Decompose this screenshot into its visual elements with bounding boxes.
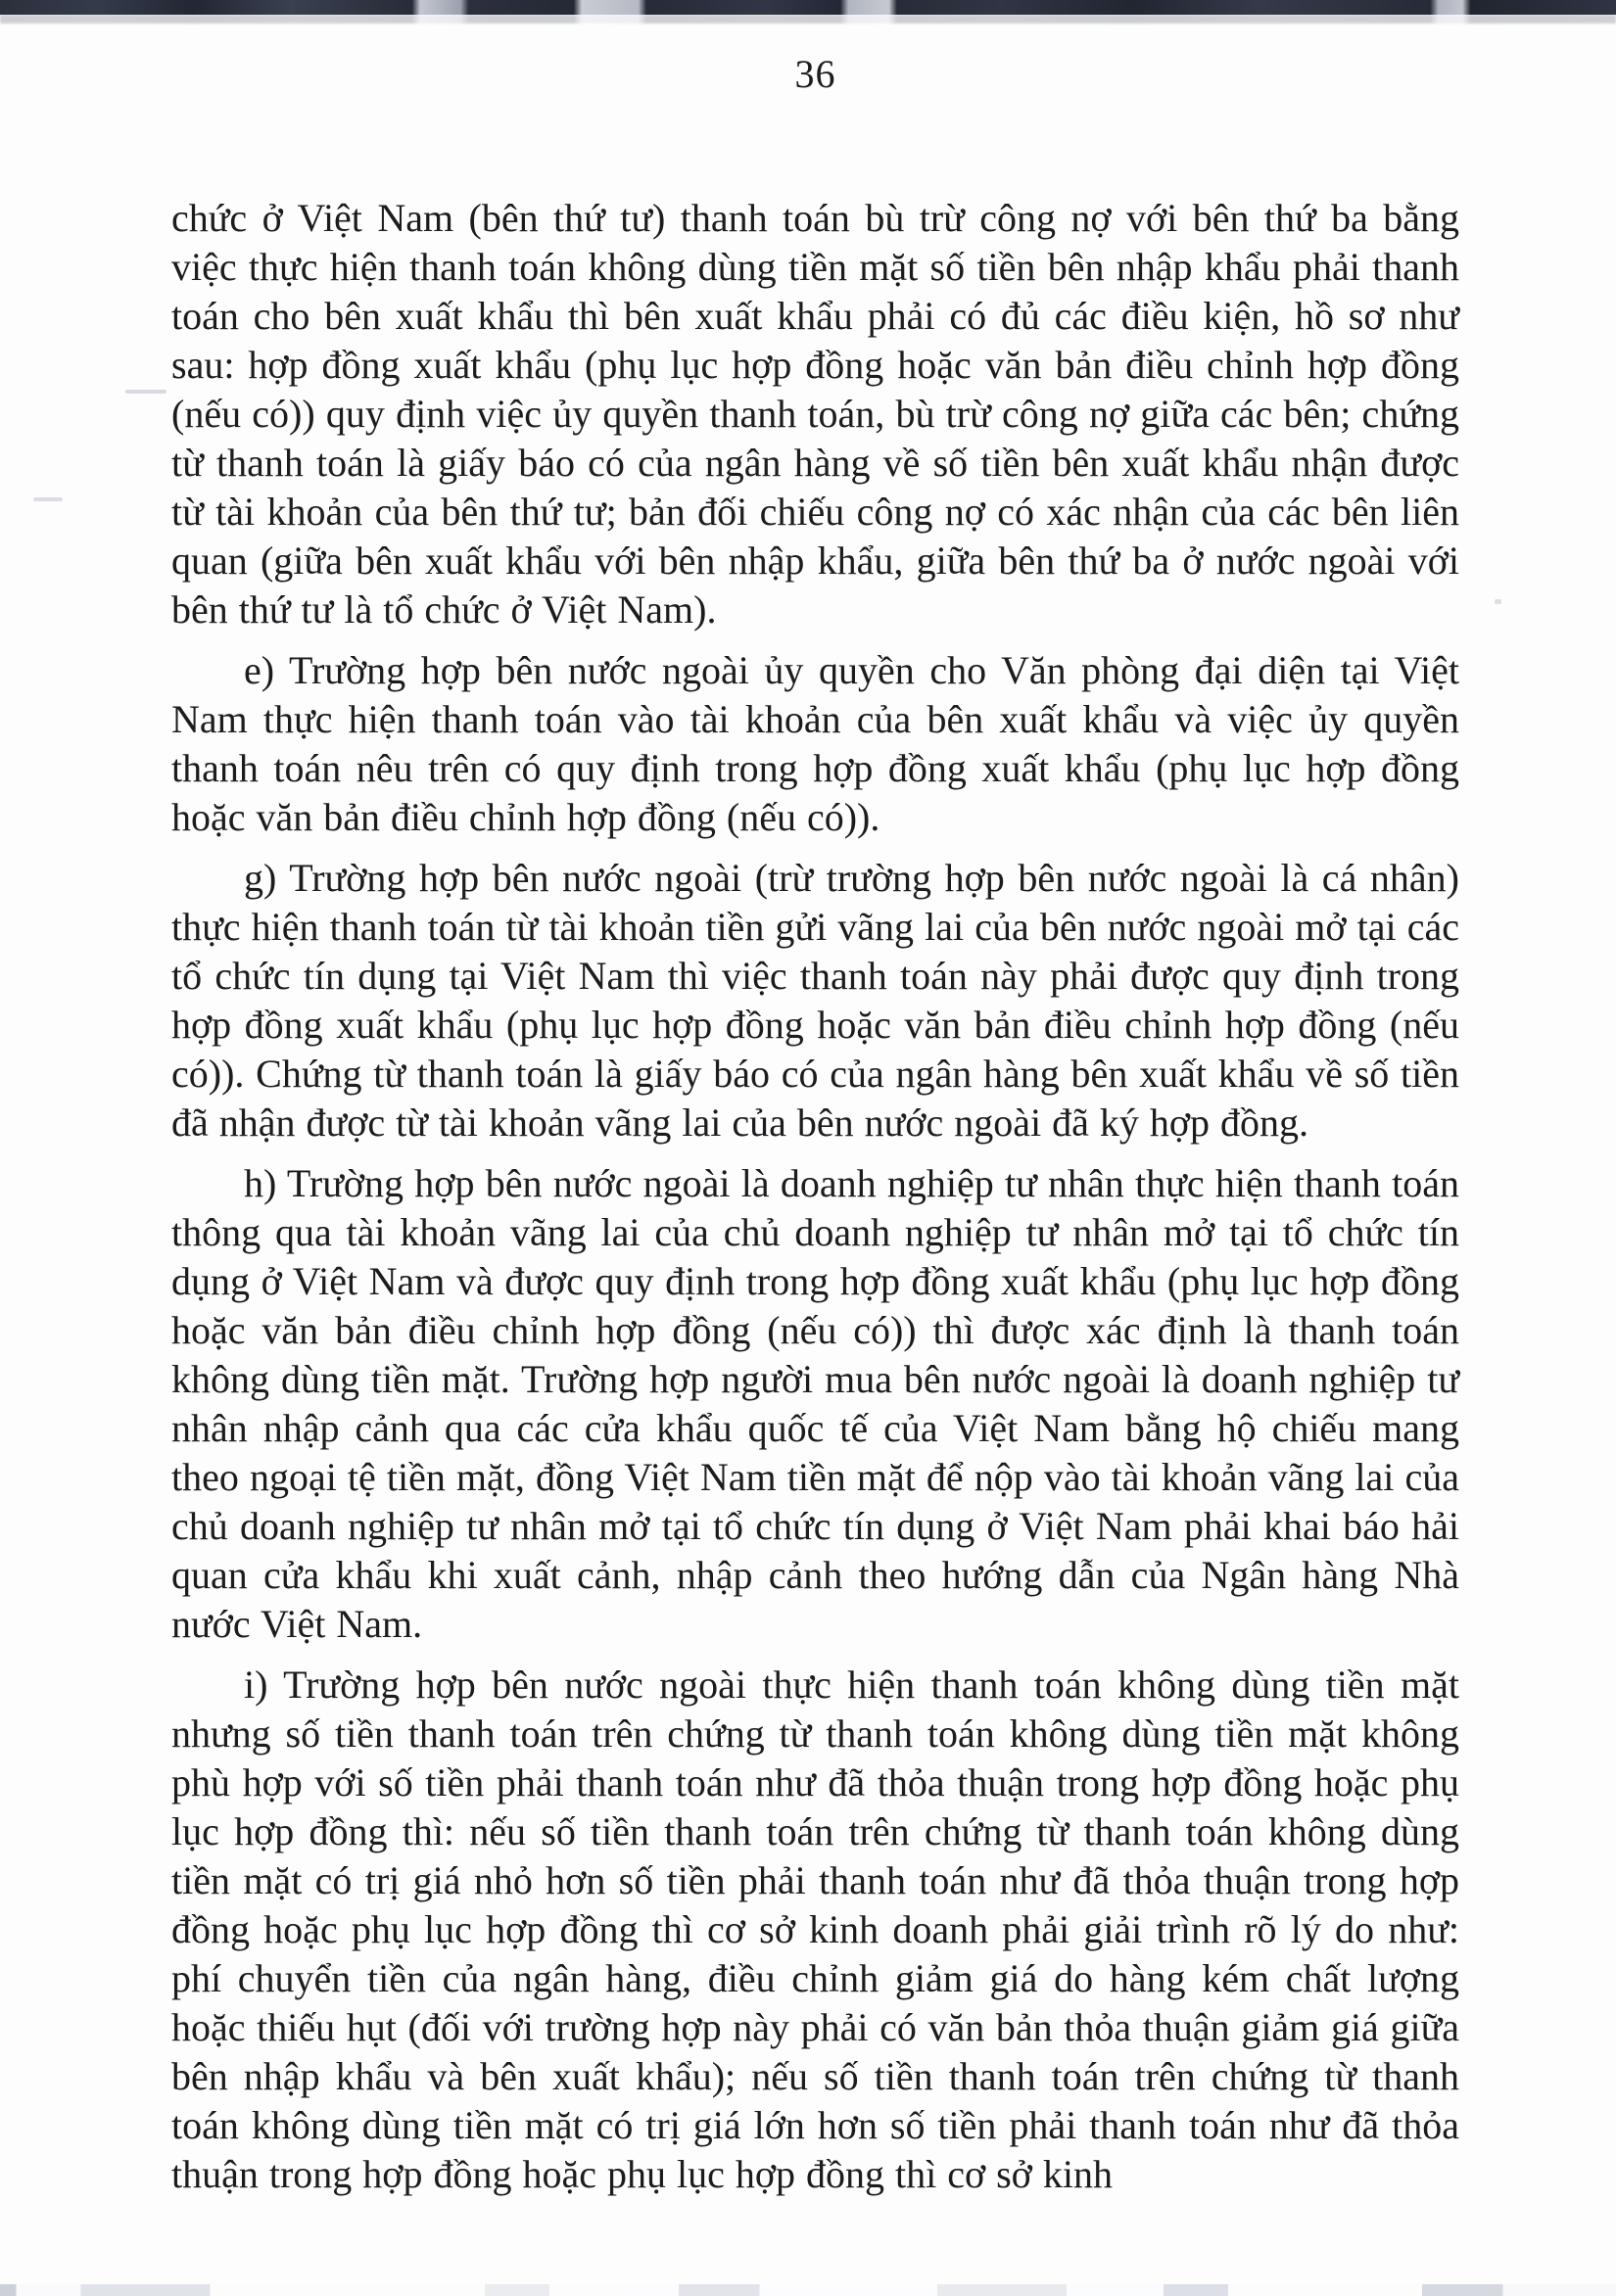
document-body: [171, 194, 1459, 2211]
page-number: 36: [794, 52, 836, 96]
scan-artifact-bottom-bar: [0, 2284, 1616, 2296]
scan-artifact-dash: [125, 390, 166, 394]
scan-artifact-top-bar: [0, 0, 1616, 15]
paragraph-point-h: h) Trường hợp bên nước ngoài là doanh nghiệp tư nhân thực hiện thanh toán thông qua tài khoản vãng lai của chủ doanh nghiệp tư nhân mở tại tổ chức tín dụng ở Việt Nam và được quy định trong hợp đồng xuất khẩu (phụ lục hợp đồng hoặc văn bản điều chỉnh hợp đồng (nếu có)) thì được xác định là thanh toán không dùng tiền mặt. Trường hợp người mua bên nước ngoài là doanh nghiệp tư nhân nhập cảnh qua các cửa khẩu quốc tế của Việt Nam bằng hộ chiếu mang theo ngoại tệ tiền mặt, đồng Việt Nam tiền mặt để nộp vào tài khoản vãng lai của chủ doanh nghiệp tư nhân mở tại tổ chức tín dụng ở Việt Nam phải khai báo hải quan cửa khẩu khi xuất cảnh, nhập cảnh theo hướng dẫn của Ngân hàng Nhà nước Việt Nam.: [171, 1161, 1459, 1646]
scan-artifact-speck: [1495, 599, 1501, 604]
paragraph-point-g: g) Trường hợp bên nước ngoài (trừ trường hợp bên nước ngoài là cá nhân) thực hiện thanh toán từ tài khoản tiền gửi vãng lai của bên nước ngoài mở tại các tổ chức tín dụng tại Việt Nam thì việc thanh toán này phải được quy định trong hợp đồng xuất khẩu (phụ lục hợp đồng hoặc văn bản điều chỉnh hợp đồng (nếu có)). Chứng từ thanh toán là giấy báo có của ngân hàng bên xuất khẩu về số tiền đã nhận được từ tài khoản vãng lai của bên nước ngoài đã ký hợp đồng.: [171, 856, 1459, 1145]
paragraph-point-i: i) Trường hợp bên nước ngoài thực hiện thanh toán không dùng tiền mặt nhưng số tiền thanh toán trên chứng từ thanh toán không dùng tiền mặt không phù hợp với số tiền phải thanh toán như đã thỏa thuận trong hợp đồng hoặc phụ lục hợp đồng thì: nếu số tiền thanh toán trên chứng từ thanh toán không dùng tiền mặt có trị giá nhỏ hơn số tiền phải thanh toán như đã thỏa thuận trong hợp đồng hoặc phụ lục hợp đồng thì cơ sở kinh doanh phải giải trình rõ lý do như: phí chuyển tiền của ngân hàng, điều chỉnh giảm giá do hàng kém chất lượng hoặc thiếu hụt (đối với trường hợp này phải có văn bản thỏa thuận giảm giá giữa bên nhập khẩu và bên xuất khẩu); nếu số tiền thanh toán trên chứng từ thanh toán không dùng tiền mặt có trị giá lớn hơn số tiền phải thanh toán như đã thỏa thuận trong hợp đồng hoặc phụ lục hợp đồng thì cơ sở kinh: [171, 1663, 1459, 2196]
scan-artifact-dash: [33, 497, 63, 501]
paragraph-point-e: e) Trường hợp bên nước ngoài ủy quyền cho Văn phòng đại diện tại Việt Nam thực hiện thanh toán vào tài khoản của bên xuất khẩu và việc ủy quyền thanh toán nêu trên có quy định trong hợp đồng xuất khẩu (phụ lục hợp đồng hoặc văn bản điều chỉnh hợp đồng (nếu có)).: [171, 648, 1459, 839]
paragraph-continuation: chức ở Việt Nam (bên thứ tư) thanh toán bù trừ công nợ với bên thứ ba bằng việc thực hiện thanh toán không dùng tiền mặt số tiền bên nhập khẩu phải thanh toán cho bên xuất khẩu thì bên xuất khẩu phải có đủ các điều kiện, hồ sơ như sau: hợp đồng xuất khẩu (phụ lục hợp đồng hoặc văn bản điều chỉnh hợp đồng (nếu có)) quy định việc ủy quyền thanh toán, bù trừ công nợ giữa các bên; chứng từ thanh toán là giấy báo có của ngân hàng về số tiền bên xuất khẩu nhận được từ tài khoản của bên thứ tư; bản đối chiếu công nợ có xác nhận của các bên liên quan (giữa bên xuất khẩu với bên nhập khẩu, giữa bên thứ ba ở nước ngoài với bên thứ tư là tổ chức ở Việt Nam).: [171, 196, 1459, 632]
